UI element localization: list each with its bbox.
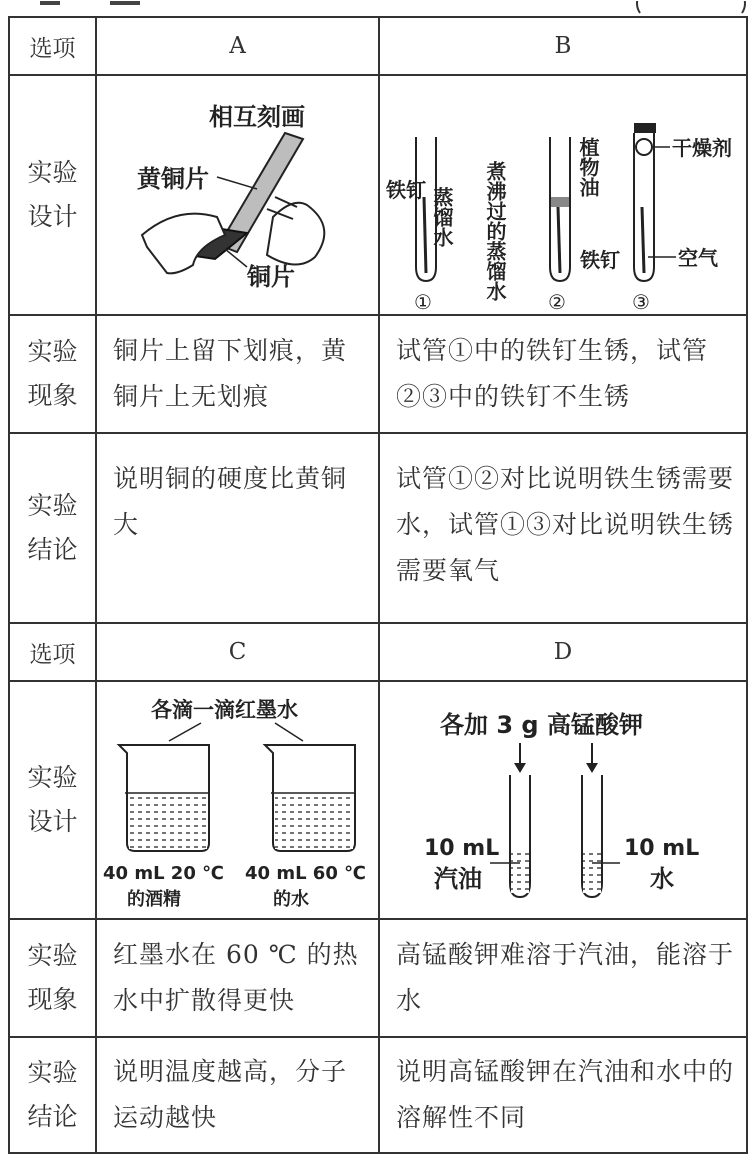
water-liquid <box>275 793 353 849</box>
label-add-kmno4: 各加 3 g 高锰酸钾 <box>440 711 643 739</box>
design-label-1 <box>9 75 96 315</box>
brass-pointer <box>217 177 257 189</box>
arrowhead-left <box>514 763 526 773</box>
phenomenon-a: 铜片上留下划痕，黄铜片上无划痕 <box>96 315 379 433</box>
header-c: C <box>96 623 379 681</box>
label-left-liquid: 的酒精 <box>127 889 181 910</box>
header-b: B <box>379 17 747 75</box>
arrow-right <box>275 723 303 741</box>
figure-a-scratch-test <box>96 75 379 315</box>
conclusion-a: 说明铜的硬度比黄铜大 <box>96 433 379 623</box>
phenomenon-label-2 <box>9 919 96 1037</box>
option-label-1: 选项 <box>9 17 96 75</box>
label-right-volume: 40 mL 60 ℃ <box>245 863 366 884</box>
water-liquid-d <box>583 853 601 893</box>
label-scribe: 相互刻画 <box>209 103 305 131</box>
label-gasoline: 汽油 <box>434 865 482 893</box>
label-boiled-water: 煮沸过的蒸馏水 <box>483 161 507 301</box>
conclusion-label-text-2: 实验结论 <box>27 1058 78 1131</box>
design-label-text-2: 实验设计 <box>27 763 78 836</box>
option-label-2: 选项 <box>9 623 96 681</box>
label-air: 空气 <box>678 246 718 270</box>
tube-2-number: ② <box>548 290 566 313</box>
figure-b-rust-test <box>379 75 747 315</box>
phenomenon-label-text-2: 实验现象 <box>27 941 78 1014</box>
design-label-2 <box>9 681 96 919</box>
conclusion-label-text-1: 实验结论 <box>27 491 78 564</box>
phenomenon-label-text-1: 实验现象 <box>27 337 78 410</box>
label-copper: 铜片 <box>247 263 295 291</box>
conclusion-label-2 <box>9 1037 96 1153</box>
label-water: 水 <box>650 865 674 893</box>
header-d: D <box>379 623 747 681</box>
label-distilled-water: 蒸馏水 <box>430 187 454 247</box>
design-label-text-1: 实验设计 <box>27 158 78 231</box>
nail-2 <box>558 207 560 273</box>
stopper <box>634 123 656 133</box>
figure-c-diffusion <box>96 681 379 919</box>
phenomenon-b: 试管①中的铁钉生锈，试管②③中的铁钉不生锈 <box>379 315 747 433</box>
figure-d-solubility <box>379 681 747 919</box>
label-right-liquid: 的水 <box>273 889 309 910</box>
nail-3 <box>642 207 644 273</box>
experiment-table <box>8 16 748 1154</box>
label-nail <box>385 178 426 202</box>
label-drop: 各滴一滴红墨水 <box>151 698 298 722</box>
label-desiccant: 干燥剂 <box>672 136 732 160</box>
phenomenon-d: 高锰酸钾难溶于汽油，能溶于水 <box>379 919 747 1037</box>
label-gasoline-volume: 10 mL <box>424 836 500 861</box>
arrowhead-right <box>586 763 598 773</box>
label-water-volume: 10 mL <box>624 836 700 861</box>
conclusion-c: 说明温度越高，分子运动越快 <box>96 1037 379 1153</box>
phenomenon-label-1 <box>9 315 96 433</box>
conclusion-label-1 <box>9 433 96 623</box>
tube-3-number: ③ <box>632 290 650 313</box>
tube-1-number: ① <box>414 290 432 313</box>
label-nail-2: 铁钉 <box>580 248 620 272</box>
arrow-left <box>169 723 201 741</box>
label-veg-oil: 植物油 <box>576 137 600 197</box>
phenomenon-c: 红墨水在 60 ℃ 的热水中扩散得更快 <box>96 919 379 1037</box>
cropped-question-line <box>0 0 752 14</box>
label-brass: 黄铜片 <box>137 165 209 193</box>
header-a: A <box>96 17 379 75</box>
oil-layer <box>551 197 569 207</box>
nail-1 <box>424 197 426 273</box>
label-nail-text: 铁钉 <box>386 178 426 202</box>
label-left-volume: 40 mL 20 ℃ <box>103 863 224 884</box>
conclusion-b: 试管①②对比说明铁生锈需要水，试管①③对比说明铁生锈需要氧气 <box>379 433 747 623</box>
alcohol-liquid <box>129 793 207 849</box>
conclusion-d: 说明高锰酸钾在汽油和水中的溶解性不同 <box>379 1037 747 1153</box>
desiccant-ball <box>636 139 652 155</box>
gasoline-liquid <box>511 853 529 893</box>
